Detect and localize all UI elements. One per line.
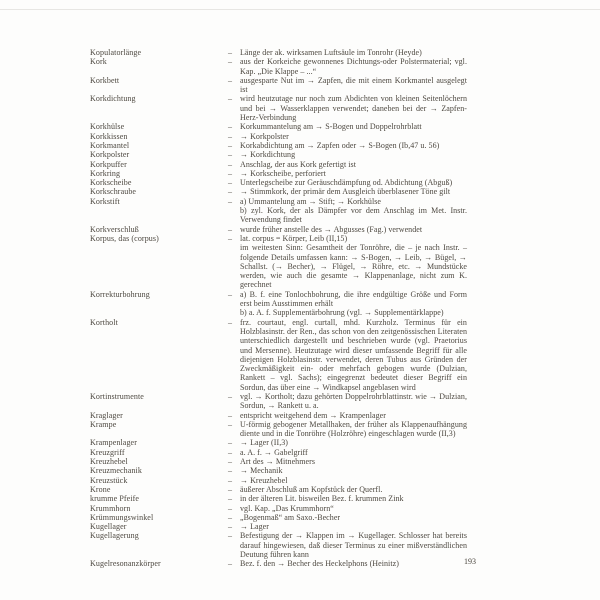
definition-dash: – — [228, 531, 232, 541]
definition-paragraph — [228, 457, 467, 466]
definition-dash: – — [228, 419, 232, 429]
definition-dash: – — [228, 410, 232, 420]
glossary-term: Korkdichtung — [90, 94, 136, 104]
glossary-term: Korkbett — [90, 75, 120, 85]
definition-paragraph — [228, 197, 467, 206]
definition-paragraph — [228, 132, 467, 141]
definition-dash: – — [228, 48, 232, 57]
definition-dash: – — [228, 466, 232, 476]
glossary-entry — [90, 225, 467, 234]
definition-text: vgl. → Kortholt; dazu gehörten Doppelrohrblattinstr. wie → Dulzian, Sordun, → Rankett u. a. — [240, 391, 467, 411]
definition-paragraph — [228, 411, 467, 420]
definition-dash: – — [228, 494, 232, 504]
glossary-entry — [90, 187, 467, 196]
definition-paragraph — [228, 308, 467, 317]
glossary-definitions — [228, 318, 467, 392]
definition-dash: – — [228, 503, 232, 513]
definition-text: Anschlag, der aus Kork gefertigt ist — [240, 159, 356, 169]
glossary-definitions — [228, 392, 467, 411]
definition-paragraph — [228, 522, 467, 531]
glossary-definitions — [228, 57, 467, 76]
definition-text: Korkabdichtung am → Zapfen oder → S-Bogen (Ib,47 u. 56) — [240, 140, 440, 150]
glossary-entry — [90, 178, 467, 187]
definition-text: frz. courtaut, engl. curtall, mhd. Kurzholz. Terminus für ein Holzblasinstr. der Ren., das schon von den zeitgenössischen Literaten unterschiedlich dargestellt und beschrieben wurde (vgl. Praetorius und Mersenne). Heutzutage wird dieser umfassende Begriff für alle diejenigen Holzblasinstr. verwendet, deren Tubus aus Gründen der Zweckmäßigkeit ein- oder mehrfach gebogen wurde (Dulzian, Rankett – vgl. Sachs); eingegrenzt bedeutet dieser Begriff ein Sordun, das über eine → Windkapsel angeblasen wird — [240, 317, 467, 392]
glossary-definitions — [228, 150, 467, 159]
definition-paragraph — [228, 476, 467, 485]
glossary-term: Krone — [90, 484, 111, 494]
definition-dash: – — [228, 317, 232, 327]
glossary-term: Kugelresonanzkörper — [90, 559, 161, 569]
definition-paragraph — [228, 290, 467, 309]
glossary-definitions — [228, 476, 467, 485]
glossary-entry — [90, 411, 467, 420]
page-number: 193 — [464, 557, 476, 566]
definition-paragraph — [228, 448, 467, 457]
glossary-entry — [90, 318, 467, 392]
definition-text: „Bogenmaß“ am Saxo.-Becher — [240, 512, 341, 522]
definition-dash: – — [228, 224, 232, 234]
definition-paragraph — [228, 187, 467, 196]
definition-dash: – — [228, 438, 232, 448]
glossary-entry — [90, 522, 467, 531]
glossary-definitions — [228, 559, 467, 568]
glossary-entry — [90, 392, 467, 411]
definition-text: a) B. f. eine Tonlochbohrung, die ihre endgültige Größe und Form erst beim Ausstimmen erhält — [240, 289, 467, 309]
definition-text: wurde früher anstelle des → Abgusses (Fag.) verwendet — [240, 224, 423, 234]
glossary-entry — [90, 504, 467, 513]
definition-paragraph — [228, 318, 467, 392]
definition-dash: – — [228, 159, 232, 169]
definition-text: wird heutzutage nur noch zum Abdichten von kleinen Seitenlöchern und bei → Wasserklappen verwendet; daneben bei der → Zapfen-Herz-Verbindung — [240, 94, 467, 123]
glossary-term: Korkmantel — [90, 140, 130, 150]
glossary-term: Kortinstrumente — [90, 391, 144, 401]
definition-paragraph — [228, 76, 467, 95]
glossary-entry — [90, 531, 467, 559]
glossary-definitions — [228, 160, 467, 169]
glossary-entry — [90, 234, 467, 290]
definition-paragraph — [228, 485, 467, 494]
definition-text: Bez. f. den → Becher des Heckelphons (Heinitz) — [240, 559, 399, 569]
definition-text: Unterlegscheibe zur Geräuschdämpfung od. Abdichtung (Abguß) — [240, 178, 453, 188]
definition-paragraph — [228, 178, 467, 187]
definition-text: b) zyl. Kork, der als Dämpfer vor dem Anschlag im Met. Instr. Verwendung findet — [240, 206, 467, 225]
definition-text: a) Ummantelung am → Stift; → Korkhülse — [240, 196, 381, 206]
glossary-list — [90, 48, 467, 569]
glossary-term: Kraglager — [90, 410, 123, 420]
glossary-definitions — [228, 225, 467, 234]
definition-paragraph — [228, 122, 467, 131]
glossary-entry — [90, 169, 467, 178]
glossary-entry — [90, 48, 467, 57]
glossary-definitions — [228, 178, 467, 187]
definition-paragraph — [228, 160, 467, 169]
glossary-term: Krummhorn — [90, 503, 131, 513]
definition-text: Art des → Mitnehmers — [240, 457, 315, 467]
glossary-term: Kreuzstück — [90, 475, 128, 485]
definition-paragraph — [228, 206, 467, 225]
glossary-definitions — [228, 169, 467, 178]
glossary-definitions — [228, 420, 467, 439]
definition-text: entspricht weitgehend dem → Krampenlager — [240, 410, 386, 420]
glossary-entry — [90, 466, 467, 475]
definition-paragraph — [228, 392, 467, 411]
definition-dash: – — [228, 475, 232, 485]
glossary-entry — [90, 448, 467, 457]
glossary-term: Krampenlager — [90, 438, 137, 448]
glossary-entry — [90, 132, 467, 141]
definition-dash: – — [228, 391, 232, 401]
glossary-entry — [90, 150, 467, 159]
glossary-definitions — [228, 531, 467, 559]
definition-text: äußerer Abschluß am Kopfstück der Querfl. — [240, 484, 383, 494]
glossary-term: krumme Pfeife — [90, 494, 140, 504]
glossary-definitions — [228, 522, 467, 531]
definition-dash: – — [228, 150, 232, 160]
glossary-entry — [90, 76, 467, 95]
definition-dash: – — [228, 168, 232, 178]
definition-text: → Korkdichtung — [240, 150, 296, 160]
definition-dash: – — [228, 75, 232, 85]
definition-dash: – — [228, 131, 232, 141]
glossary-term: Korkhülse — [90, 122, 125, 132]
definition-dash: – — [228, 447, 232, 457]
glossary-definitions — [228, 141, 467, 150]
definition-dash: – — [228, 94, 232, 104]
definition-text: → Korkscheibe, perforiert — [240, 168, 326, 178]
glossary-definitions — [228, 290, 467, 318]
glossary-definitions — [228, 76, 467, 95]
definition-dash: – — [228, 484, 232, 494]
definition-paragraph — [228, 559, 467, 568]
glossary-term: Korkpolster — [90, 150, 130, 160]
glossary-term: Kugellagerung — [90, 531, 139, 541]
definition-paragraph — [228, 531, 467, 559]
glossary-definitions — [228, 197, 467, 225]
glossary-term: Kugellager — [90, 522, 127, 532]
definition-paragraph — [228, 466, 467, 475]
glossary-definitions — [228, 466, 467, 475]
glossary-term: Korkpuffer — [90, 159, 127, 169]
definition-text: → Korkpolster — [240, 131, 289, 141]
definition-paragraph — [228, 513, 467, 522]
glossary-term: Krampe — [90, 419, 117, 429]
glossary-term: Korkkissen — [90, 131, 128, 141]
glossary-definitions — [228, 494, 467, 503]
definition-paragraph — [228, 141, 467, 150]
definition-text: Länge der ak. wirksamen Luftsäule im Tonrohr (Heyde) — [240, 48, 422, 57]
glossary-definitions — [228, 504, 467, 513]
definition-dash: – — [228, 140, 232, 150]
definition-paragraph — [228, 94, 467, 122]
definition-paragraph — [228, 48, 467, 57]
definition-paragraph — [228, 494, 467, 503]
glossary-definitions — [228, 448, 467, 457]
glossary-entry — [90, 141, 467, 150]
glossary-term: Krümmungswinkel — [90, 512, 154, 522]
glossary-definitions — [228, 411, 467, 420]
definition-paragraph — [228, 504, 467, 513]
definition-text: → Kreuzhebel — [240, 475, 288, 485]
glossary-term: Kreuzgriff — [90, 447, 125, 457]
definition-paragraph — [228, 438, 467, 447]
definition-paragraph — [228, 169, 467, 178]
definition-dash: – — [228, 289, 232, 299]
definition-dash: – — [228, 233, 232, 243]
glossary-entry — [90, 438, 467, 447]
glossary-entry — [90, 94, 467, 122]
definition-dash: – — [228, 57, 232, 67]
glossary-definitions — [228, 234, 467, 290]
definition-text: U-förmig gebogener Metallhaken, der früher als Klappenaufhängung diente und in die Tonröhre (Holzröhre) eingeschlagen wurde (II,3) — [240, 419, 467, 439]
definition-text: in der älteren Lit. bisweilen Bez. f. krummen Zink — [240, 494, 404, 504]
glossary-term: Korkstift — [90, 196, 120, 206]
glossary-definitions — [228, 187, 467, 196]
definition-text: lat. corpus = Körper, Leib (II,15) — [240, 233, 348, 243]
definition-dash: – — [228, 512, 232, 522]
definition-text: Befestigung der → Klappen im → Kugellager. Schlosser hat bereits darauf hingewiesen, daß dieser Terminus zu einer mißverständlichen Deutung führen kann — [240, 531, 467, 560]
glossary-entry — [90, 513, 467, 522]
definition-text: vgl. Kap. „Das Krummhorn“ — [240, 503, 334, 513]
definition-dash: – — [228, 559, 232, 569]
glossary-entry — [90, 559, 467, 568]
glossary-entry — [90, 57, 467, 76]
glossary-term: Korrekturbohrung — [90, 289, 150, 299]
definition-paragraph — [228, 243, 467, 289]
glossary-definitions — [228, 48, 467, 57]
definition-paragraph — [228, 225, 467, 234]
definition-paragraph — [228, 234, 467, 243]
glossary-definitions — [228, 94, 467, 122]
definition-text: ausgesparte Nut im → Zapfen, die mit einem Korkmantel ausgelegt ist — [240, 75, 467, 95]
glossary-definitions — [228, 485, 467, 494]
definition-dash: – — [228, 122, 232, 132]
definition-text: Korkummantelung am → S-Bogen und Doppelrohrblatt — [240, 122, 422, 132]
glossary-definitions — [228, 513, 467, 522]
definition-text: aus der Korkeiche gewonnenes Dichtungs-oder Polstermaterial; vgl. Kap. „Die Klappe – ...“ — [240, 57, 467, 76]
glossary-entry — [90, 420, 467, 439]
glossary-term: Kreuzhebel — [90, 457, 128, 467]
glossary-definitions — [228, 132, 467, 141]
glossary-entry — [90, 494, 467, 503]
glossary-term: Kreuzmechanik — [90, 466, 142, 476]
definition-paragraph — [228, 57, 467, 76]
definition-text: → Stimmkork, der primär dem Ausgleich überblasener Töne gilt — [240, 187, 451, 197]
definition-dash: – — [228, 457, 232, 467]
glossary-definitions — [228, 457, 467, 466]
definition-text: im weitesten Sinn: Gesamtheit der Tonröhre, die – je nach Instr. – folgende Details umfassen kann: → S-Bogen, → Leib, → Bügel, → Schallst. (→ Becher), → Flügel, → Röhre, etc. → Mundstücke werden, wie auch die gesamte → Klappenanlage, nicht zum K. gerechnet — [240, 243, 467, 290]
glossary-term: Korkring — [90, 168, 121, 178]
definition-text: → Mechanik — [240, 466, 283, 476]
definition-paragraph — [228, 150, 467, 159]
definition-text: → Lager (II,3) — [240, 438, 289, 448]
glossary-definitions — [228, 122, 467, 131]
glossary-term: Kopulatorlänge — [90, 48, 142, 57]
glossary-entry — [90, 485, 467, 494]
definition-text: a. A. f. → Gabelgriff — [240, 447, 308, 457]
glossary-term: Korkverschluß — [90, 224, 139, 234]
definition-dash: – — [228, 187, 232, 197]
definition-text: b) a. A. f. Supplementärbohrung (vgl. → Supplementärklappe) — [240, 308, 444, 318]
glossary-term: Korpus, das (corpus) — [90, 233, 159, 243]
definition-dash: – — [228, 178, 232, 188]
definition-paragraph — [228, 420, 467, 439]
glossary-term: Korkschraube — [90, 187, 137, 197]
glossary-entry — [90, 197, 467, 225]
glossary-entry — [90, 160, 467, 169]
definition-dash: – — [228, 522, 232, 532]
glossary-term: Korkscheibe — [90, 178, 132, 188]
definition-text: → Lager — [240, 522, 270, 532]
glossary-entry — [90, 122, 467, 131]
scan-edge — [0, 9, 600, 10]
glossary-term: Kork — [90, 57, 107, 67]
glossary-entry — [90, 457, 467, 466]
glossary-definitions — [228, 438, 467, 447]
glossary-entry — [90, 476, 467, 485]
definition-dash: – — [228, 196, 232, 206]
glossary-entry — [90, 290, 467, 318]
glossary-term: Kortholt — [90, 317, 118, 327]
